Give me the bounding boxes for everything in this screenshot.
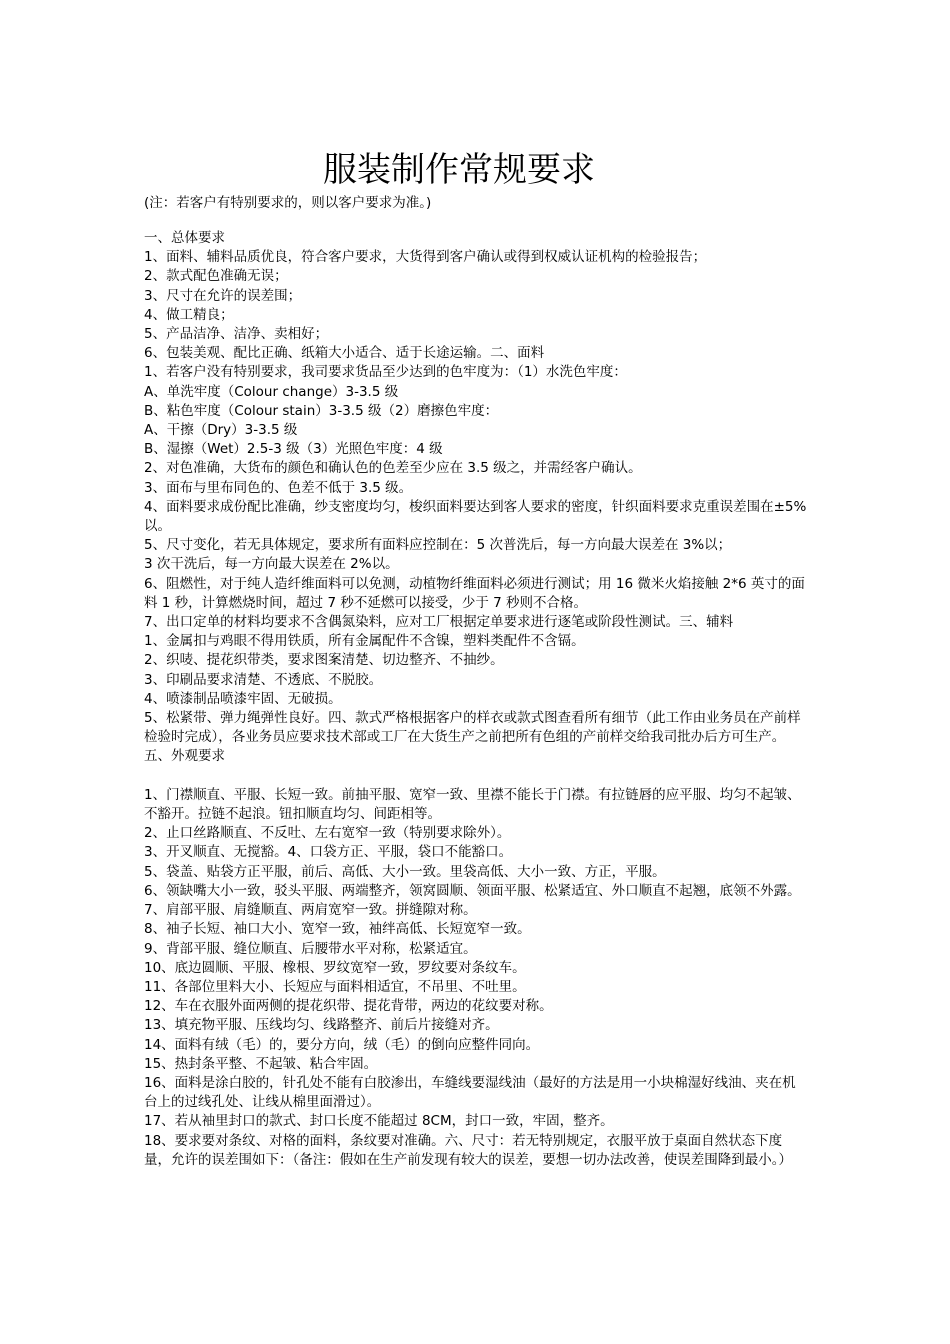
body-paragraph: 4、面料要求成份配比准确，纱支密度均匀，梭织面料要达到客人要求的密度，针织面料要求克重误差围在±5%以。 [144, 498, 807, 535]
body-paragraph: 1、面料、辅料品质优良，符合客户要求，大货得到客户确认或得到权威认证机构的检验报告； [144, 249, 707, 266]
body-paragraph: 17、若从袖里封口的款式、封口长度不能超过 8CM，封口一致，牢固，整齐。 [144, 1113, 614, 1130]
body-paragraph: 2、止口丝路顺直、不反吐、左右宽窄一致（特别要求除外）。 [144, 825, 511, 842]
body-paragraph: 6、领缺嘴大小一致，驳头平服、两端整齐，领窝圆顺、领面平服、松紧适宜、外口顺直不起翘，底领不外露。 [144, 882, 801, 899]
document-note: (注：若客户有特别要求的，则以客户要求为准。) [144, 195, 432, 211]
body-paragraph: 5、尺寸变化，若无具体规定，要求所有面料应控制在：5 次普洗后，每一方向最大误差在 3%以； [144, 537, 732, 554]
body-paragraph: 5、产品洁净、洁净、卖相好； [144, 326, 329, 343]
body-paragraph: B、粘色牢度（Colour stain）3-3.5 级（2）磨擦色牢度： [144, 402, 499, 419]
document-body [144, 229, 808, 1170]
body-paragraph: 4、喷漆制品喷漆牢固、无破损。 [144, 690, 342, 707]
body-paragraph: 14、面料有绒（毛）的，要分方向，绒（毛）的倒向应整件同向。 [144, 1036, 540, 1053]
body-paragraph: 一、总体要求 [144, 230, 225, 246]
body-paragraph: 1、若客户没有特别要求，我司要求货品至少达到的色牢度为：（1）水洗色牢度： [144, 364, 627, 381]
body-paragraph: A、干擦（Dry）3-3.5 级 [144, 422, 298, 439]
body-paragraph: 7、出口定单的材料均要求不含偶氮染料，应对工厂根据定单要求进行逐笔或阶段性测试。三、辅料 [144, 614, 734, 631]
body-paragraph: 13、填充物平服、压线均匀、线路整齐、前后片接缝对齐。 [144, 1017, 499, 1034]
body-paragraph: 2、款式配色准确无误； [144, 268, 288, 285]
body-paragraph: 6、阻燃性，对于纯人造纤维面料可以免测，动植物纤维面料必须进行测试；用 16 微米火焰接触 2*6 英寸的面料 1 秒，计算燃烧时间，超过 7 秒不延燃可以接受，少于 7 秒则不合格。 [144, 575, 805, 611]
body-paragraph: 12、车在衣服外面两侧的提花织带、提花背带，两边的花纹要对称。 [144, 998, 553, 1015]
body-paragraph: 3、面布与里布同色的、色差不低于 3.5 级。 [144, 479, 413, 496]
body-paragraph: 7、肩部平服、肩缝顺直、两肩宽窄一致。拼缝隙对称。 [144, 902, 477, 919]
body-paragraph: B、湿擦（Wet）2.5-3 级（3）光照色牢度：4 级 [144, 441, 443, 458]
body-paragraph: 8、袖子长短、袖口大小、宽窄一致，袖绊高低、长短宽窄一致。 [144, 921, 531, 938]
body-paragraph: 4、做工精良； [144, 306, 234, 323]
blank-line [144, 767, 808, 786]
body-paragraph: 5、袋盖、贴袋方正平服，前后、高低、大小一致。里袋高低、大小一致、方正，平服。 [144, 863, 666, 880]
body-paragraph: 3 次干洗后，每一方向最大误差在 2%以。 [144, 556, 399, 573]
body-paragraph: 3、尺寸在允许的误差围； [144, 287, 302, 304]
body-paragraph: 6、包装美观、配比正确、纸箱大小适合、适于长途运输。二、面料 [144, 345, 545, 362]
body-paragraph: 15、热封条平整、不起皱、粘合牢固。 [144, 1055, 378, 1072]
body-paragraph: 11、各部位里料大小、长短应与面料相适宜，不吊里、不吐里。 [144, 978, 526, 995]
body-paragraph: 1、门襟顺直、平服、长短一致。前抽平服、宽窄一致、里襟不能长于门襟。有拉链唇的应平服、均匀不起皱、不豁开。拉链不起浪。钮扣顺直均匀、间距相等。 [144, 786, 801, 823]
body-paragraph: 16、面料是涂白胶的，针孔处不能有白胶渗出，车缝线要湿线油（最好的方法是用一小块棉湿好线油、夹在机台上的过线孔处、让线从棉里面滑过）。 [144, 1074, 796, 1111]
body-paragraph: 5、松紧带、弹力绳弹性良好。四、款式严格根据客户的样衣或款式图查看所有细节（此工作由业务员在产前样检验时完成），各业务员应要求技术部或工厂在大货生产之前把所有色组的产前样交给我司批办后方可生产。五、外观要求 [144, 710, 801, 765]
document-title: 服装制作常规要求 [323, 150, 595, 190]
body-paragraph: 10、底边圆顺、平服、橡根、罗纹宽窄一致，罗纹要对条纹车。 [144, 959, 526, 976]
body-paragraph: A、单洗牢度（Colour change）3-3.5 级 [144, 383, 399, 400]
body-paragraph: 18、要求要对条纹、对格的面料，条纹要对准确。六、尺寸：若无特别规定，衣服平放于桌面自然状态下度量，允许的误差围如下：（备注：假如在生产前发现有较大的误差，要想一切办法改善，使误差围降到最小。） [144, 1132, 792, 1168]
body-paragraph: 2、对色准确，大货布的颜色和确认色的色差至少应在 3.5 级之，并需经客户确认。 [144, 460, 642, 477]
body-paragraph: 3、开叉顺直、无搅豁。4、口袋方正、平服，袋口不能豁口。 [144, 844, 513, 861]
body-paragraph: 1、金属扣与鸡眼不得用铁质，所有金属配件不含镍，塑料类配件不含镉。 [144, 633, 585, 650]
body-paragraph: 2、织唛、提花织带类，要求图案清楚、切边整齐、不抽纱。 [144, 652, 504, 669]
body-paragraph: 3、印刷品要求清楚、不透底、不脱胶。 [144, 671, 383, 688]
body-paragraph: 9、背部平服、缝位顺直、后腰带水平对称，松紧适宜。 [144, 940, 477, 957]
